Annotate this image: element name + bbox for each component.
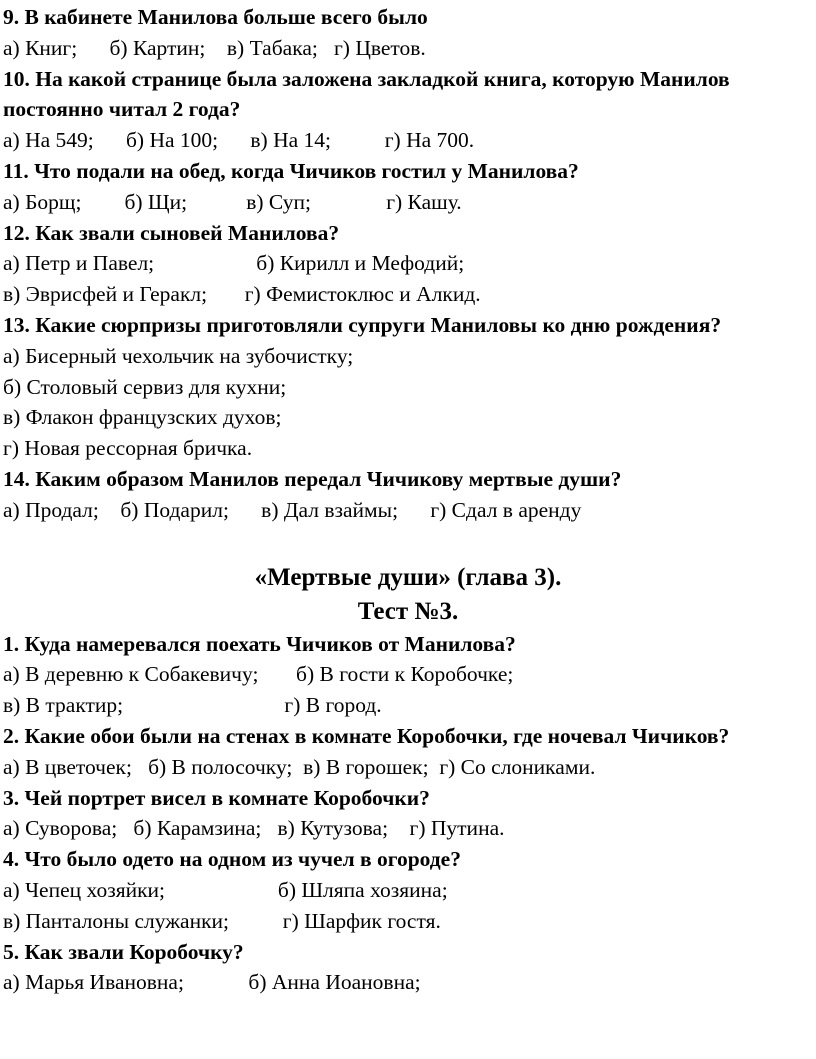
answer-options: а) На 549; б) На 100; в) На 14; г) На 700. (3, 128, 475, 153)
answer-options: а) Борщ; б) Щи; в) Суп; г) Кашу. (3, 189, 462, 214)
question-9 (3, 2, 813, 64)
question-14 (3, 464, 813, 526)
answer-options: а) Марья Ивановна; б) Анна Иоановна; (3, 970, 421, 995)
quiz-section-1 (3, 2, 813, 526)
blank-line (3, 526, 813, 557)
question-text: 5. Как звали Коробочку? (3, 939, 244, 964)
answer-options: а) Суворова; б) Карамзина; в) Кутузова; г) Путина. (3, 816, 505, 841)
section-title: «Мертвые души» (глава 3). (254, 563, 562, 591)
answer-options: а) Продал; б) Подарил; в) Дал взаймы; г) Сдал в аренду (3, 497, 582, 522)
answer-options: а) Книг; б) Картин; в) Табака; г) Цветов. (3, 35, 426, 60)
question-4 (3, 844, 813, 936)
question-text: 9. В кабинете Манилова больше всего было (3, 5, 428, 29)
question-text: 12. Как звали сыновей Манилова? (3, 220, 340, 245)
answer-options: а) Петр и Павел; б) Кирилл и Мефодий; (3, 251, 465, 276)
question-text: 2. Какие обои были на стенах в комнате Коробочки, где ночевал Чичиков? (3, 723, 730, 748)
answer-options: а) В деревню к Собакевичу; б) В гости к Коробочке; (3, 662, 514, 687)
answer-option: б) Столовый сервиз для кухни; (3, 374, 287, 399)
question-13 (3, 310, 813, 464)
answer-option: г) Новая рессорная бричка. (3, 436, 253, 461)
question-text: 14. Каким образом Манилов передал Чичикову мертвые души? (3, 466, 622, 491)
question-1 (3, 629, 813, 721)
question-text: 4. Что было одето на одном из чучел в огороде? (3, 847, 461, 872)
question-text: 3. Чей портрет висел в комнате Коробочки? (3, 785, 430, 810)
question-12 (3, 218, 813, 310)
quiz-section-2 (3, 629, 813, 999)
document-page (3, 0, 813, 998)
question-text: 13. Какие сюрпризы приготовляли супруги Маниловы ко дню рождения? (3, 312, 722, 337)
question-2 (3, 721, 813, 783)
question-text: 11. Что подали на обед, когда Чичиков гостил у Манилова? (3, 158, 579, 183)
question-3 (3, 783, 813, 845)
answer-option: а) Бисерный чехольчик на зубочистку; (3, 343, 354, 368)
question-5 (3, 937, 813, 999)
test-title: Тест №3. (357, 597, 459, 625)
answer-options: в) Эврисфей и Геракл; г) Фемистоклюс и Алкид. (3, 282, 481, 307)
question-text: 10. На какой странице была заложена закладкой книга, которую Манилов постоянно читал 2 года? (3, 66, 736, 122)
answer-options: в) В трактир; г) В город. (3, 693, 382, 718)
answer-options: а) В цветочек; б) В полосочку; в) В горошек; г) Со слониками. (3, 754, 596, 779)
answer-options: а) Чепец хозяйки; б) Шляпа хозяина; (3, 877, 448, 902)
question-text: 1. Куда намеревался поехать Чичиков от Манилова? (3, 631, 516, 656)
answer-option: в) Флакон французских духов; (3, 405, 282, 430)
question-10 (3, 64, 813, 156)
question-11 (3, 156, 813, 218)
answer-options: в) Панталоны служанки; г) Шарфик гостя. (3, 908, 441, 933)
